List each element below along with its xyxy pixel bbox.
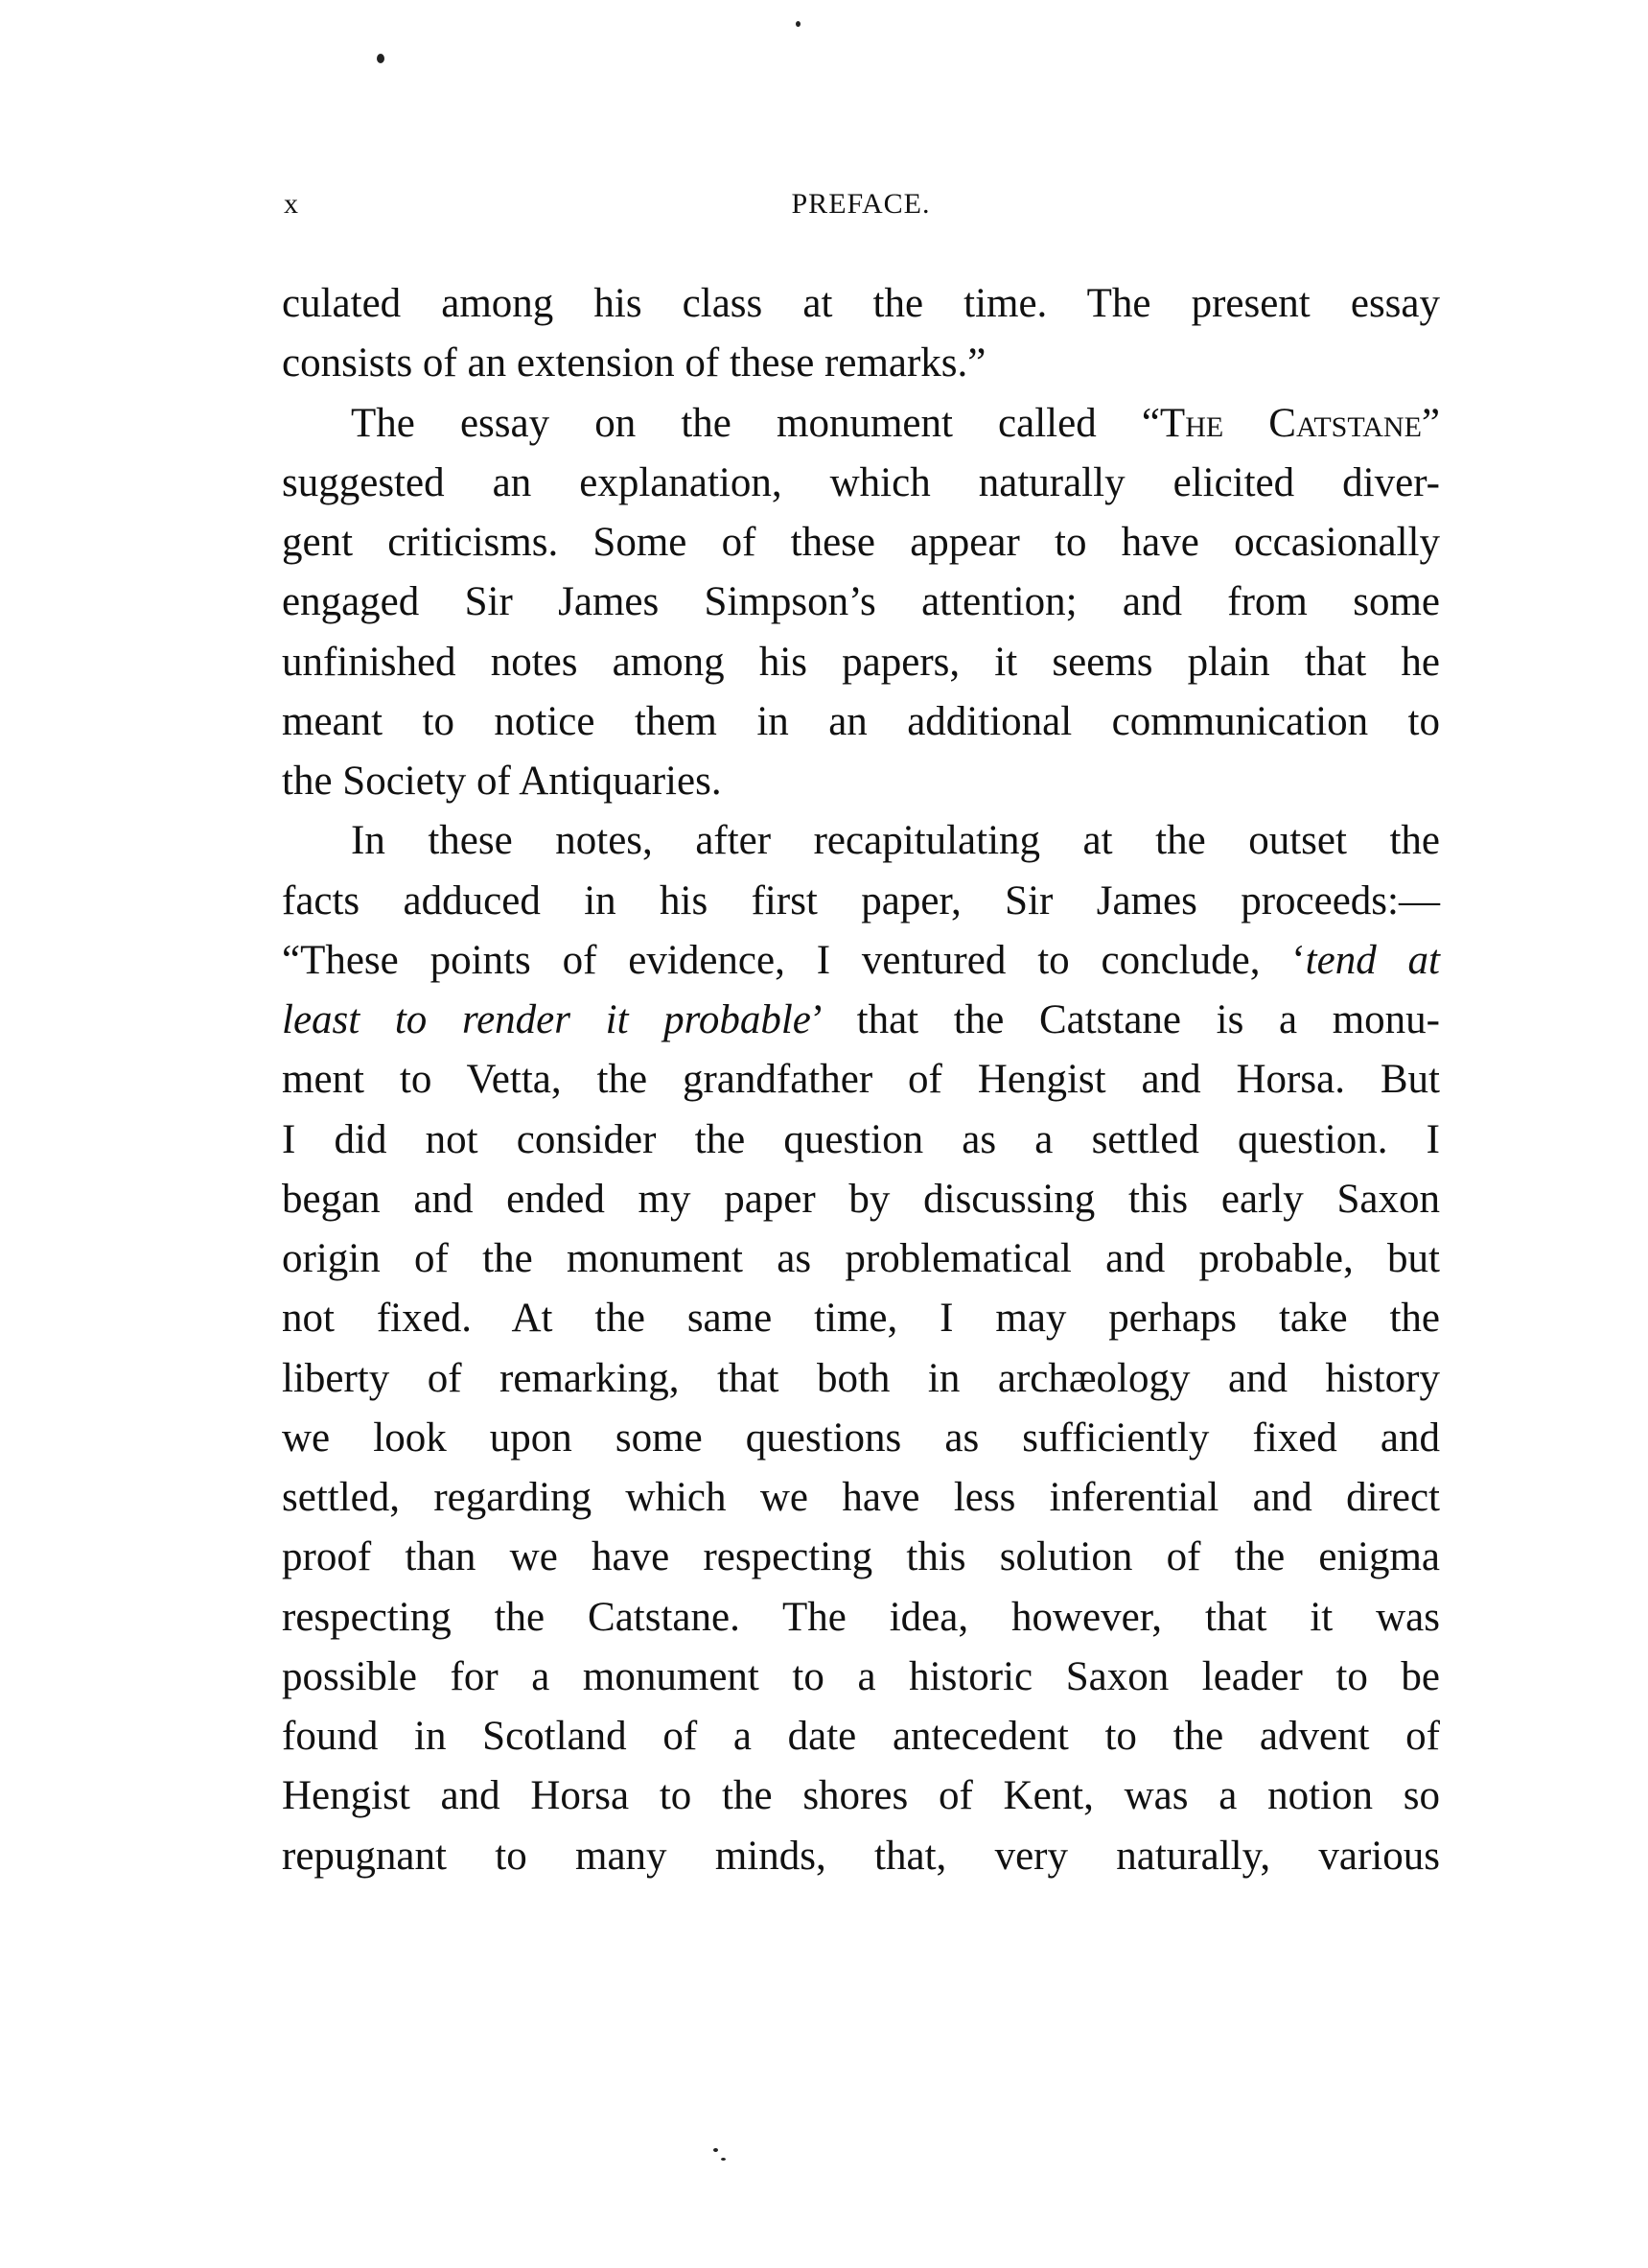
text-line bbox=[282, 811, 1440, 871]
text-line bbox=[282, 1648, 1440, 1707]
text-segment: consists of an extension of these remarks.” bbox=[282, 340, 986, 386]
text-segment: settled, regarding which we have less inferential and direct bbox=[282, 1475, 1440, 1520]
text-line bbox=[282, 1528, 1440, 1587]
text-line bbox=[282, 274, 1440, 334]
text-line bbox=[282, 1766, 1440, 1826]
text-segment: suggested an explanation, which naturally elicited diver- bbox=[282, 459, 1440, 505]
ink-spot bbox=[377, 54, 384, 63]
text-line bbox=[282, 1409, 1440, 1468]
text-segment: “These points of evidence, I ventured to conclude, ‘ bbox=[282, 937, 1306, 983]
text-line bbox=[282, 454, 1440, 513]
text-line bbox=[282, 1707, 1440, 1766]
text-line bbox=[282, 1170, 1440, 1229]
text-segment: In these notes, after recapitulating at the outset the bbox=[351, 818, 1440, 864]
ink-spot bbox=[796, 21, 801, 27]
text-line bbox=[282, 334, 1440, 393]
text-segment: the Society of Antiquaries. bbox=[282, 759, 722, 804]
text-line bbox=[282, 573, 1440, 632]
text-segment: respecting the Catstane. The idea, however, that it was bbox=[282, 1594, 1440, 1640]
text-segment: unfinished notes among his papers, it seems plain that he bbox=[282, 639, 1440, 685]
text-line bbox=[282, 931, 1440, 991]
text-segment: origin of the monument as problematical and probable, but bbox=[282, 1236, 1440, 1281]
text-segment: proof than we have respecting this solution of the enigma bbox=[282, 1534, 1440, 1580]
text-line bbox=[282, 1229, 1440, 1289]
small-caps-text: The Catstane bbox=[1159, 400, 1422, 446]
ink-spot bbox=[713, 2148, 718, 2152]
text-segment: culated among his class at the time. The present essay bbox=[282, 281, 1440, 326]
text-line bbox=[282, 1111, 1440, 1170]
text-segment: found in Scotland of a date antecedent to the advent of bbox=[282, 1714, 1440, 1759]
text-segment: repugnant to many minds, that, very naturally, various bbox=[282, 1833, 1440, 1879]
text-segment: ” bbox=[1421, 400, 1441, 446]
text-line bbox=[282, 1349, 1440, 1409]
text-segment: possible for a monument to a historic Saxon leader to be bbox=[282, 1653, 1440, 1699]
page-body-text bbox=[282, 274, 1440, 1886]
text-line bbox=[282, 513, 1440, 573]
text-segment: gent criticisms. Some of these appear to have occasionally bbox=[282, 520, 1440, 565]
text-segment: ’ that the Catstane is a monu- bbox=[810, 997, 1440, 1042]
text-line bbox=[282, 1050, 1440, 1110]
page-number: x bbox=[284, 188, 299, 220]
text-segment: I did not consider the question as a settled question. I bbox=[282, 1116, 1440, 1162]
text-segment: Hengist and Horsa to the shores of Kent, was a notion so bbox=[282, 1773, 1440, 1819]
text-segment: not fixed. At the same time, I may perhaps take the bbox=[282, 1296, 1440, 1342]
text-line bbox=[282, 633, 1440, 692]
text-line bbox=[282, 1588, 1440, 1648]
text-line bbox=[282, 394, 1440, 454]
text-segment: engaged Sir James Simpson’s attention; and from some bbox=[282, 579, 1440, 625]
text-line bbox=[282, 1289, 1440, 1348]
text-segment: liberty of remarking, that both in archæology and history bbox=[282, 1355, 1440, 1401]
text-line bbox=[282, 872, 1440, 931]
text-segment: facts adduced in his first paper, Sir James proceeds:— bbox=[282, 877, 1440, 924]
running-title: PREFACE. bbox=[791, 188, 931, 220]
running-header bbox=[282, 188, 1440, 236]
text-line bbox=[282, 991, 1440, 1050]
ink-spot bbox=[721, 2158, 726, 2161]
italic-text: least to render it probable bbox=[282, 997, 811, 1042]
italic-text: tend at bbox=[1305, 937, 1441, 983]
text-line bbox=[282, 1468, 1440, 1528]
text-segment: The essay on the monument called “ bbox=[351, 400, 1160, 446]
text-line bbox=[282, 752, 1440, 811]
text-segment: we look upon some questions as sufficiently fixed and bbox=[282, 1415, 1440, 1461]
text-line bbox=[282, 1827, 1440, 1886]
text-line bbox=[282, 692, 1440, 752]
text-segment: ment to Vetta, the grandfather of Hengist and Horsa. But bbox=[282, 1057, 1440, 1103]
text-segment: meant to notice them in an additional communication to bbox=[282, 698, 1440, 744]
text-segment: began and ended my paper by discussing this early Saxon bbox=[282, 1176, 1440, 1222]
